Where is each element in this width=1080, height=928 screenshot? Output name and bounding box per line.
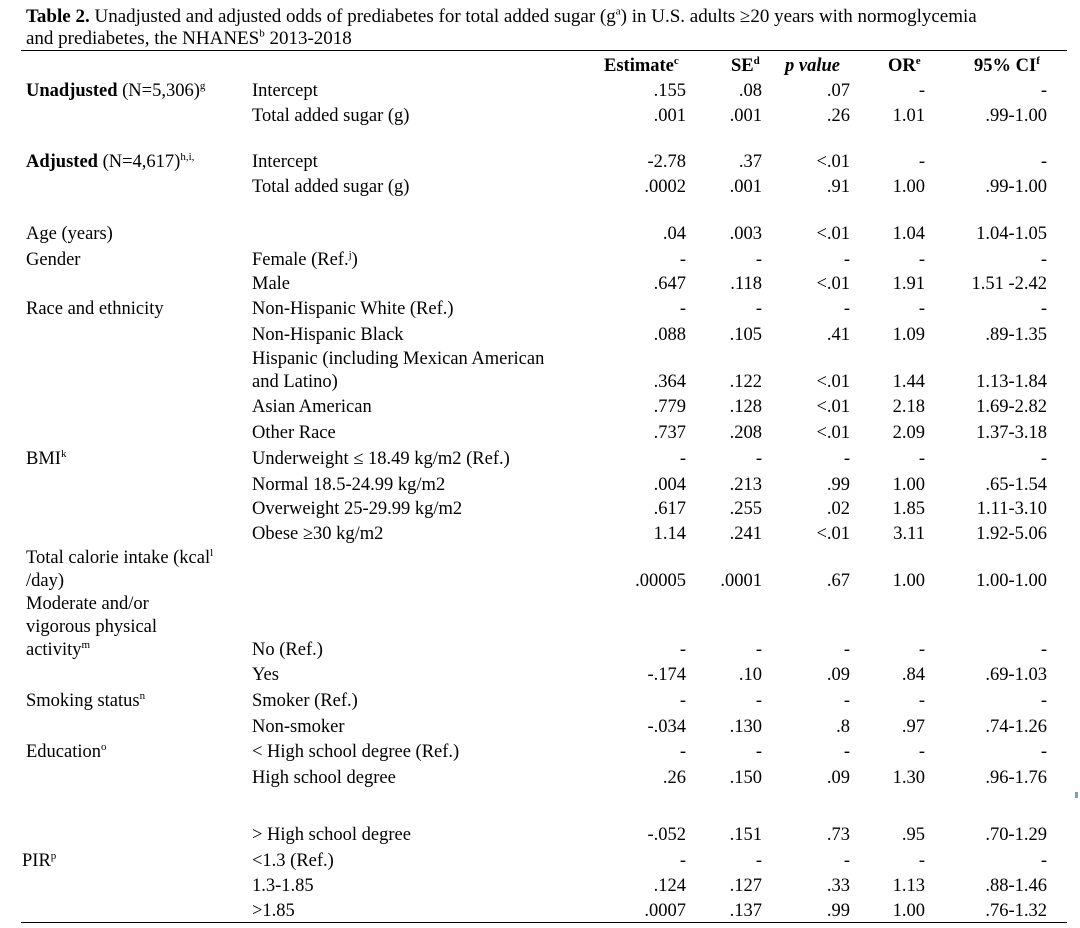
cell-se: - <box>755 742 762 762</box>
cell-or: .97 <box>901 717 925 737</box>
label-age: Age (years) <box>26 224 113 244</box>
cell-estimate: -.052 <box>647 825 686 845</box>
cell-p-value: .09 <box>826 665 850 685</box>
cell-ci: - <box>1040 250 1047 270</box>
row-label: Non-Hispanic Black <box>252 325 404 345</box>
cell-se: .151 <box>729 825 762 845</box>
label-activity-3: activity$^m$ <box>26 638 91 660</box>
cell-se: .130 <box>729 717 762 737</box>
cell-p-value: - <box>843 691 850 711</box>
cell-or: - <box>918 691 925 711</box>
row-label: Female (Ref.$^j$) <box>252 248 358 270</box>
cell-estimate: - <box>679 691 686 711</box>
cell-p-value: - <box>843 851 850 871</box>
cell-se: .0001 <box>720 571 762 591</box>
cell-se: .10 <box>738 665 762 685</box>
cell-estimate: .00005 <box>635 571 686 591</box>
row-label: 1.3-1.85 <box>252 876 314 896</box>
cell-estimate: .617 <box>653 499 686 519</box>
row-label: No (Ref.) <box>252 640 323 660</box>
caption-line-2: and prediabetes, the NHANES <box>26 28 260 49</box>
cell-or: 1.09 <box>892 325 925 345</box>
cell-p-value: <.01 <box>816 423 850 443</box>
cell-p-value: <.01 <box>816 372 850 392</box>
row-label: Hispanic (including Mexican American <box>252 349 545 369</box>
cell-or: 1.13 <box>892 876 925 896</box>
cell-estimate: 1.14 <box>653 524 686 544</box>
cell-or: 1.44 <box>892 372 925 392</box>
cell-p-value: <.01 <box>816 524 850 544</box>
cell-or: 1.85 <box>892 499 925 519</box>
row-label: Overweight 25-29.99 kg/m2 <box>252 499 463 519</box>
cell-estimate: - <box>679 250 686 270</box>
row-label: Smoker (Ref.) <box>252 691 358 711</box>
row-label: Yes <box>252 665 279 685</box>
cell-estimate: -2.78 <box>647 152 686 172</box>
cell-p-value: .73 <box>826 825 850 845</box>
row-label: Obese ≥30 kg/m2 <box>252 524 384 544</box>
cell-ci: .89-1.35 <box>985 325 1047 345</box>
cell-se: - <box>755 851 762 871</box>
cell-estimate: .0002 <box>644 177 686 197</box>
cell-ci: .70-1.29 <box>985 825 1047 845</box>
caption-rule <box>21 50 1067 51</box>
cell-p-value: .26 <box>826 106 850 126</box>
cell-ci: .99-1.00 <box>985 106 1047 126</box>
cell-or: - <box>918 742 925 762</box>
cell-or: .95 <box>901 825 925 845</box>
header-or: $OR^e$ <box>888 54 921 76</box>
cell-p-value: <.01 <box>816 224 850 244</box>
cell-p-value: <.01 <box>816 152 850 172</box>
cell-ci: .74-1.26 <box>985 717 1047 737</box>
cell-or: 1.00 <box>892 177 925 197</box>
row-label: Intercept <box>252 152 318 172</box>
row-label: High school degree <box>252 768 396 788</box>
cell-ci: 1.51 -2.42 <box>971 274 1047 294</box>
cell-ci: .96-1.76 <box>985 768 1047 788</box>
cell-se: .213 <box>729 475 762 495</box>
row-label: Underweight ≤ 18.49 kg/m2 (Ref.) <box>252 449 510 469</box>
cell-se: - <box>755 640 762 660</box>
cell-p-value: - <box>843 250 850 270</box>
cell-ci: 1.92-5.06 <box>976 524 1047 544</box>
cell-ci: - <box>1040 449 1047 469</box>
cell-p-value: .41 <box>826 325 850 345</box>
table-number: Table 2. <box>26 6 90 27</box>
row-label: Non-smoker <box>252 717 345 737</box>
label-calorie: Total calorie intake (kcal$^l$ <box>26 546 214 568</box>
cell-estimate: -.034 <box>647 717 686 737</box>
cell-p-value: <.01 <box>816 274 850 294</box>
cell-or: - <box>918 640 925 660</box>
cell-se: .137 <box>729 901 762 921</box>
cell-ci: 1.37-3.18 <box>976 423 1047 443</box>
cell-estimate: .0007 <box>644 901 686 921</box>
cell-or: - <box>918 299 925 319</box>
cell-estimate: .647 <box>653 274 686 294</box>
header-p-value: p value <box>785 56 840 76</box>
cell-se: .255 <box>729 499 762 519</box>
row-label: Total added sugar (g) <box>252 106 410 126</box>
cell-estimate: .155 <box>653 81 686 101</box>
cell-ci: 1.00-1.00 <box>976 571 1047 591</box>
cell-or: 3.11 <box>893 524 925 544</box>
cell-se: - <box>755 250 762 270</box>
cell-p-value: .07 <box>826 81 850 101</box>
cell-or: 1.91 <box>892 274 925 294</box>
cell-or: 1.00 <box>892 901 925 921</box>
label-education: Education$^o$ <box>26 740 107 762</box>
cell-estimate: .001 <box>653 106 686 126</box>
cell-se: .127 <box>729 876 762 896</box>
cell-se: .105 <box>729 325 762 345</box>
table-caption: Table 2. Unadjusted and adjusted odds of prediabetes for total added sugar $(g^a)$ in U.S. adults ≥20 years with normoglycemia and prediabetes, the NHANES$^b$ 2013-2018 <box>26 5 977 49</box>
cell-ci: .76-1.32 <box>985 901 1047 921</box>
cell-se: .37 <box>738 152 762 172</box>
cell-or: 1.30 <box>892 768 925 788</box>
row-label: Total added sugar (g) <box>252 177 410 197</box>
cell-se: .003 <box>729 224 762 244</box>
cell-p-value: .8 <box>836 717 850 737</box>
cell-or: - <box>918 250 925 270</box>
cell-p-value: .99 <box>826 901 850 921</box>
cell-ci: .69-1.03 <box>985 665 1047 685</box>
cell-estimate: -.174 <box>647 665 686 685</box>
cell-ci: .88-1.46 <box>985 876 1047 896</box>
edge-mark <box>1075 792 1078 798</box>
cell-or: - <box>918 152 925 172</box>
row-label: > High school degree <box>252 825 411 845</box>
cell-se: .122 <box>729 372 762 392</box>
cell-estimate: .088 <box>653 325 686 345</box>
label-calorie-unit: /day) <box>26 571 65 591</box>
cell-se: .128 <box>729 397 762 417</box>
cell-or: 1.01 <box>892 106 925 126</box>
cell-se: .08 <box>738 81 762 101</box>
cell-ci: .99-1.00 <box>985 177 1047 197</box>
cell-p-value: <.01 <box>816 397 850 417</box>
cell-ci: 1.04-1.05 <box>976 224 1047 244</box>
cell-estimate: - <box>679 299 686 319</box>
cell-p-value: - <box>843 449 850 469</box>
cell-or: 1.04 <box>892 224 925 244</box>
cell-p-value: .33 <box>826 876 850 896</box>
row-label: Intercept <box>252 81 318 101</box>
label-race: Race and ethnicity <box>26 299 164 319</box>
cell-se: - <box>755 449 762 469</box>
cell-ci: - <box>1040 742 1047 762</box>
row-label: Male <box>252 274 291 294</box>
cell-estimate: .737 <box>653 423 686 443</box>
cell-ci: 1.69-2.82 <box>976 397 1047 417</box>
cell-se: .001 <box>729 106 762 126</box>
header-ci: 95% $CI^f$ <box>974 54 1040 76</box>
cell-ci: - <box>1040 640 1047 660</box>
cell-estimate: - <box>679 640 686 660</box>
cell-p-value: .67 <box>826 571 850 591</box>
cell-or: 2.18 <box>892 397 925 417</box>
cell-estimate: .26 <box>662 768 686 788</box>
row-label: Other Race <box>252 423 336 443</box>
row-label: >1.85 <box>252 901 295 921</box>
cell-ci: 1.11-3.10 <box>976 499 1047 519</box>
cell-p-value: .02 <box>826 499 850 519</box>
cell-se: .208 <box>729 423 762 443</box>
header-estimate: Estimate$^c$ <box>604 54 679 76</box>
cell-p-value: .99 <box>826 475 850 495</box>
cell-or: 2.09 <box>892 423 925 443</box>
cell-ci: - <box>1040 851 1047 871</box>
cell-or: 1.00 <box>892 571 925 591</box>
cell-ci: 1.13-1.84 <box>976 372 1047 392</box>
cell-se: - <box>755 299 762 319</box>
cell-estimate: .004 <box>653 475 686 495</box>
cell-or: .84 <box>901 665 925 685</box>
cell-ci: - <box>1040 81 1047 101</box>
cell-ci: - <box>1040 691 1047 711</box>
cell-estimate: .124 <box>653 876 686 896</box>
cell-p-value: .09 <box>826 768 850 788</box>
cell-or: - <box>918 851 925 871</box>
row-label: <1.3 (Ref.) <box>252 851 334 871</box>
cell-ci: .65-1.54 <box>985 475 1047 495</box>
row-label: Non-Hispanic White (Ref.) <box>252 299 454 319</box>
cell-ci: - <box>1040 299 1047 319</box>
label-unadjusted: Unadjusted (N=5,306)$^g$ <box>26 79 206 101</box>
label-bmi: BMI$^k$ <box>26 447 67 469</box>
row-label: Normal 18.5-24.99 kg/m2 <box>252 475 446 495</box>
caption-line-1: Unadjusted and adjusted odds of prediabetes for total added sugar (g <box>94 6 616 27</box>
cell-or: - <box>918 449 925 469</box>
cell-estimate: - <box>679 851 686 871</box>
cell-estimate: - <box>679 742 686 762</box>
cell-p-value: - <box>843 640 850 660</box>
cell-p-value: .91 <box>826 177 850 197</box>
label-adjusted: Adjusted (N=4,617)$^{h,i,}$ <box>26 150 195 172</box>
cell-or: 1.00 <box>892 475 925 495</box>
cell-se: .118 <box>730 274 762 294</box>
label-pir: PIR$^p$ <box>22 849 57 871</box>
cell-se: .001 <box>729 177 762 197</box>
cell-p-value: - <box>843 742 850 762</box>
cell-estimate: .779 <box>653 397 686 417</box>
cell-estimate: .04 <box>662 224 686 244</box>
cell-estimate: - <box>679 449 686 469</box>
row-label: < High school degree (Ref.) <box>252 742 460 762</box>
label-activity-1: Moderate and/or <box>26 594 149 614</box>
label-smoking: Smoking status$^n$ <box>26 689 146 711</box>
label-activity-2: vigorous physical <box>26 617 158 637</box>
cell-ci: - <box>1040 152 1047 172</box>
cell-estimate: .364 <box>653 372 686 392</box>
header-se: $SE^d$ <box>731 54 760 76</box>
cell-or: - <box>918 81 925 101</box>
row-label-cont: and Latino) <box>252 372 338 392</box>
label-gender: Gender <box>26 250 81 270</box>
table-bottom-rule <box>21 922 1067 923</box>
cell-p-value: - <box>843 299 850 319</box>
cell-se: .150 <box>729 768 762 788</box>
cell-se: .241 <box>729 524 762 544</box>
cell-se: - <box>755 691 762 711</box>
row-label: Asian American <box>252 397 372 417</box>
